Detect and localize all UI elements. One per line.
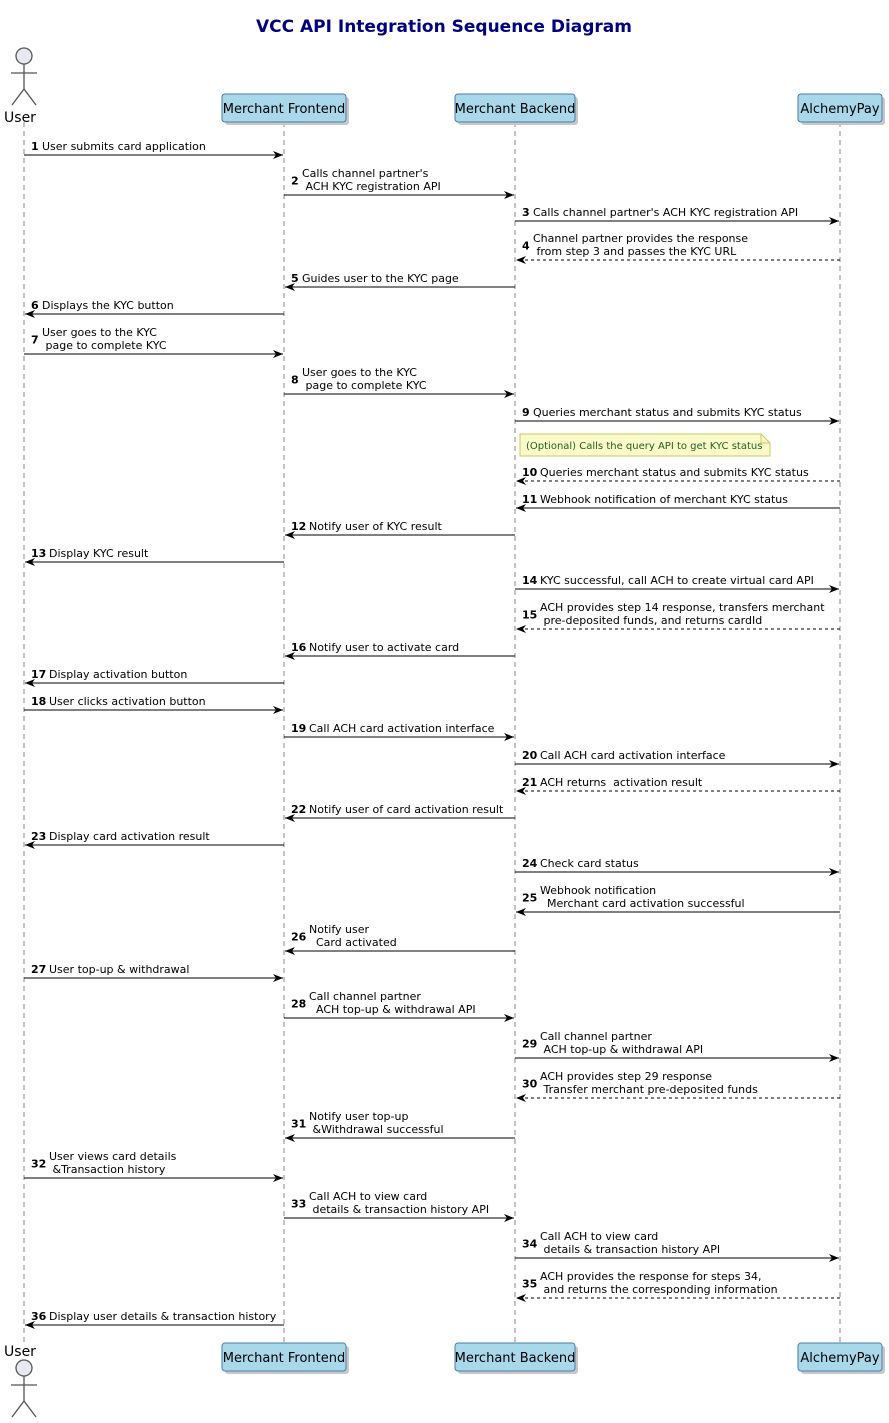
message-label: &Transaction history [49, 1163, 166, 1176]
message-number: 23 [31, 830, 47, 843]
message-5 [285, 272, 515, 287]
message-label: ACH provides the response for steps 34, [540, 1270, 762, 1283]
message-label: Transfer merchant pre-deposited funds [540, 1083, 758, 1096]
message-number: 28 [291, 997, 307, 1011]
message-16 [285, 641, 515, 656]
message-label: Call ACH to view card [309, 1190, 428, 1203]
message-27 [24, 963, 283, 978]
message-label: Merchant card activation successful [540, 897, 745, 910]
actor-user-bottom [4, 1344, 37, 1417]
message-number: 8 [291, 373, 299, 387]
message-number: 30 [522, 1077, 538, 1091]
message-6 [25, 299, 284, 314]
note-text: (Optional) Calls the query API to get KYC status [526, 441, 763, 452]
message-number: 11 [522, 493, 538, 506]
message-33 [284, 1190, 514, 1218]
message-7 [24, 326, 283, 354]
actor-leg-left [12, 1401, 24, 1417]
participant-backend-bottom [455, 1343, 578, 1374]
participant-label: AlchemyPay [800, 102, 880, 117]
message-label: ACH provides step 14 response, transfers merchant [540, 601, 825, 614]
message-number: 2 [291, 174, 299, 188]
message-number: 25 [522, 891, 538, 905]
message-label: Notify user of card activation result [309, 803, 504, 816]
message-29 [515, 1030, 839, 1058]
participant-label: Merchant Backend [454, 102, 576, 117]
message-label: User top-up & withdrawal [49, 963, 190, 976]
message-10 [516, 466, 840, 481]
message-number: 18 [31, 695, 47, 708]
message-label: Queries merchant status and submits KYC status [533, 406, 802, 419]
message-number: 26 [291, 930, 307, 944]
actor-head [16, 48, 32, 64]
actor-label: User [4, 110, 36, 126]
message-label: &Withdrawal successful [309, 1123, 444, 1136]
message-label: User views card details [49, 1150, 177, 1163]
message-label: Displays the KYC button [42, 299, 174, 312]
message-35 [516, 1270, 840, 1298]
message-label: Calls channel partner's [302, 167, 429, 180]
message-label: Display card activation result [49, 830, 210, 843]
message-label: User goes to the KYC [302, 366, 417, 379]
participant-backend-top [455, 94, 578, 125]
message-label: Call ACH to view card [540, 1230, 659, 1243]
message-label: from step 3 and passes the KYC URL [533, 245, 737, 258]
message-label: Webhook notification [540, 884, 657, 897]
diagram-title: VCC API Integration Sequence Diagram [255, 17, 633, 37]
actor-leg-left [12, 89, 24, 105]
actor-head [16, 1360, 32, 1376]
message-label: pre-deposited funds, and returns cardId [540, 614, 763, 627]
message-15 [516, 601, 840, 629]
message-label: Channel partner provides the response [533, 232, 749, 245]
message-28 [284, 990, 514, 1018]
participant-label: Merchant Frontend [222, 1351, 346, 1366]
actor-leg-right [24, 1401, 36, 1417]
message-label: details & transaction history API [540, 1243, 721, 1256]
message-number: 33 [291, 1197, 307, 1211]
message-13 [25, 547, 284, 562]
actor-user-top [4, 48, 37, 126]
message-number: 7 [31, 333, 39, 347]
message-1 [24, 140, 283, 155]
message-8 [284, 366, 514, 394]
message-label: Display activation button [49, 668, 188, 681]
message-label: details & transaction history API [309, 1203, 490, 1216]
message-36 [25, 1310, 284, 1325]
message-label: ACH KYC registration API [302, 180, 441, 193]
message-number: 15 [522, 608, 538, 622]
participant-label: Merchant Backend [454, 1351, 576, 1366]
message-number: 35 [522, 1277, 538, 1291]
message-label: ACH returns activation result [540, 776, 703, 789]
message-label: User submits card application [42, 140, 206, 153]
participant-label: AlchemyPay [800, 1351, 880, 1366]
message-number: 16 [291, 641, 307, 654]
message-number: 17 [31, 668, 47, 681]
message-number: 9 [522, 406, 530, 419]
message-22 [285, 803, 515, 818]
message-19 [284, 722, 514, 737]
message-label: Call channel partner [540, 1030, 652, 1043]
message-number: 22 [291, 803, 307, 816]
message-32 [24, 1150, 283, 1178]
message-9 [515, 406, 839, 421]
message-11 [516, 493, 840, 508]
message-number: 27 [31, 963, 47, 976]
message-label: ACH top-up & withdrawal API [540, 1043, 704, 1056]
message-label: and returns the corresponding information [540, 1283, 778, 1296]
message-label: Call ACH card activation interface [540, 749, 726, 762]
message-label: Display KYC result [49, 547, 149, 560]
message-label: page to complete KYC [302, 379, 427, 392]
message-number: 13 [31, 547, 47, 560]
message-20 [515, 749, 839, 764]
actor-label: User [4, 1344, 36, 1360]
message-number: 4 [522, 239, 530, 253]
message-number: 10 [522, 466, 538, 479]
message-label: ACH top-up & withdrawal API [309, 1003, 476, 1016]
message-34 [515, 1230, 839, 1258]
message-label: Queries merchant status and submits KYC status [540, 466, 809, 479]
message-30 [516, 1070, 840, 1098]
message-label: Notify user top-up [309, 1110, 409, 1123]
message-number: 24 [522, 857, 538, 870]
message-label: KYC successful, call ACH to create virtual card API [540, 574, 814, 587]
actor-leg-right [24, 89, 36, 105]
message-12 [285, 520, 515, 535]
message-label: page to complete KYC [42, 339, 167, 352]
message-number: 21 [522, 776, 538, 789]
message-number: 32 [31, 1157, 47, 1171]
message-25 [516, 884, 840, 912]
message-label: Call ACH card activation interface [309, 722, 495, 735]
message-number: 34 [522, 1237, 538, 1251]
note-optional-query [520, 434, 770, 456]
message-number: 19 [291, 722, 307, 735]
message-number: 6 [31, 299, 39, 312]
participant-label: Merchant Frontend [222, 102, 346, 117]
message-label: Display user details & transaction history [49, 1310, 277, 1323]
message-number: 20 [522, 749, 538, 762]
message-2 [284, 167, 514, 195]
message-number: 12 [291, 520, 307, 533]
message-4 [516, 232, 840, 260]
note-layer [520, 434, 770, 456]
message-label: Webhook notification of merchant KYC status [540, 493, 788, 506]
message-number: 1 [31, 140, 39, 153]
message-label: Call channel partner [309, 990, 421, 1003]
message-number: 29 [522, 1037, 538, 1051]
message-label: Notify user to activate card [309, 641, 460, 654]
message-17 [25, 668, 284, 683]
message-21 [516, 776, 840, 791]
message-14 [515, 574, 839, 589]
message-label: User goes to the KYC [42, 326, 157, 339]
message-number: 31 [291, 1117, 307, 1131]
message-24 [515, 857, 839, 872]
message-label: Notify user of KYC result [309, 520, 442, 533]
message-number: 5 [291, 272, 299, 285]
message-26 [285, 923, 515, 951]
participant-frontend-bottom [222, 1343, 349, 1374]
message-label: User clicks activation button [49, 695, 206, 708]
message-label: Calls channel partner's ACH KYC registration API [533, 206, 799, 219]
participant-alchemy-top [798, 94, 885, 125]
message-number: 14 [522, 574, 538, 587]
message-label: ACH provides step 29 response [540, 1070, 713, 1083]
message-23 [25, 830, 284, 845]
participant-frontend-top [222, 94, 349, 125]
message-label: Check card status [540, 857, 639, 870]
message-3 [515, 206, 839, 221]
message-18 [24, 695, 283, 710]
message-label: Card activated [309, 936, 397, 949]
message-label: Guides user to the KYC page [302, 272, 459, 285]
message-number: 3 [522, 206, 530, 219]
message-31 [285, 1110, 515, 1138]
messages [24, 140, 840, 1325]
message-label: Notify user [309, 923, 370, 936]
message-number: 36 [31, 1310, 47, 1323]
participant-alchemy-bottom [798, 1343, 885, 1374]
